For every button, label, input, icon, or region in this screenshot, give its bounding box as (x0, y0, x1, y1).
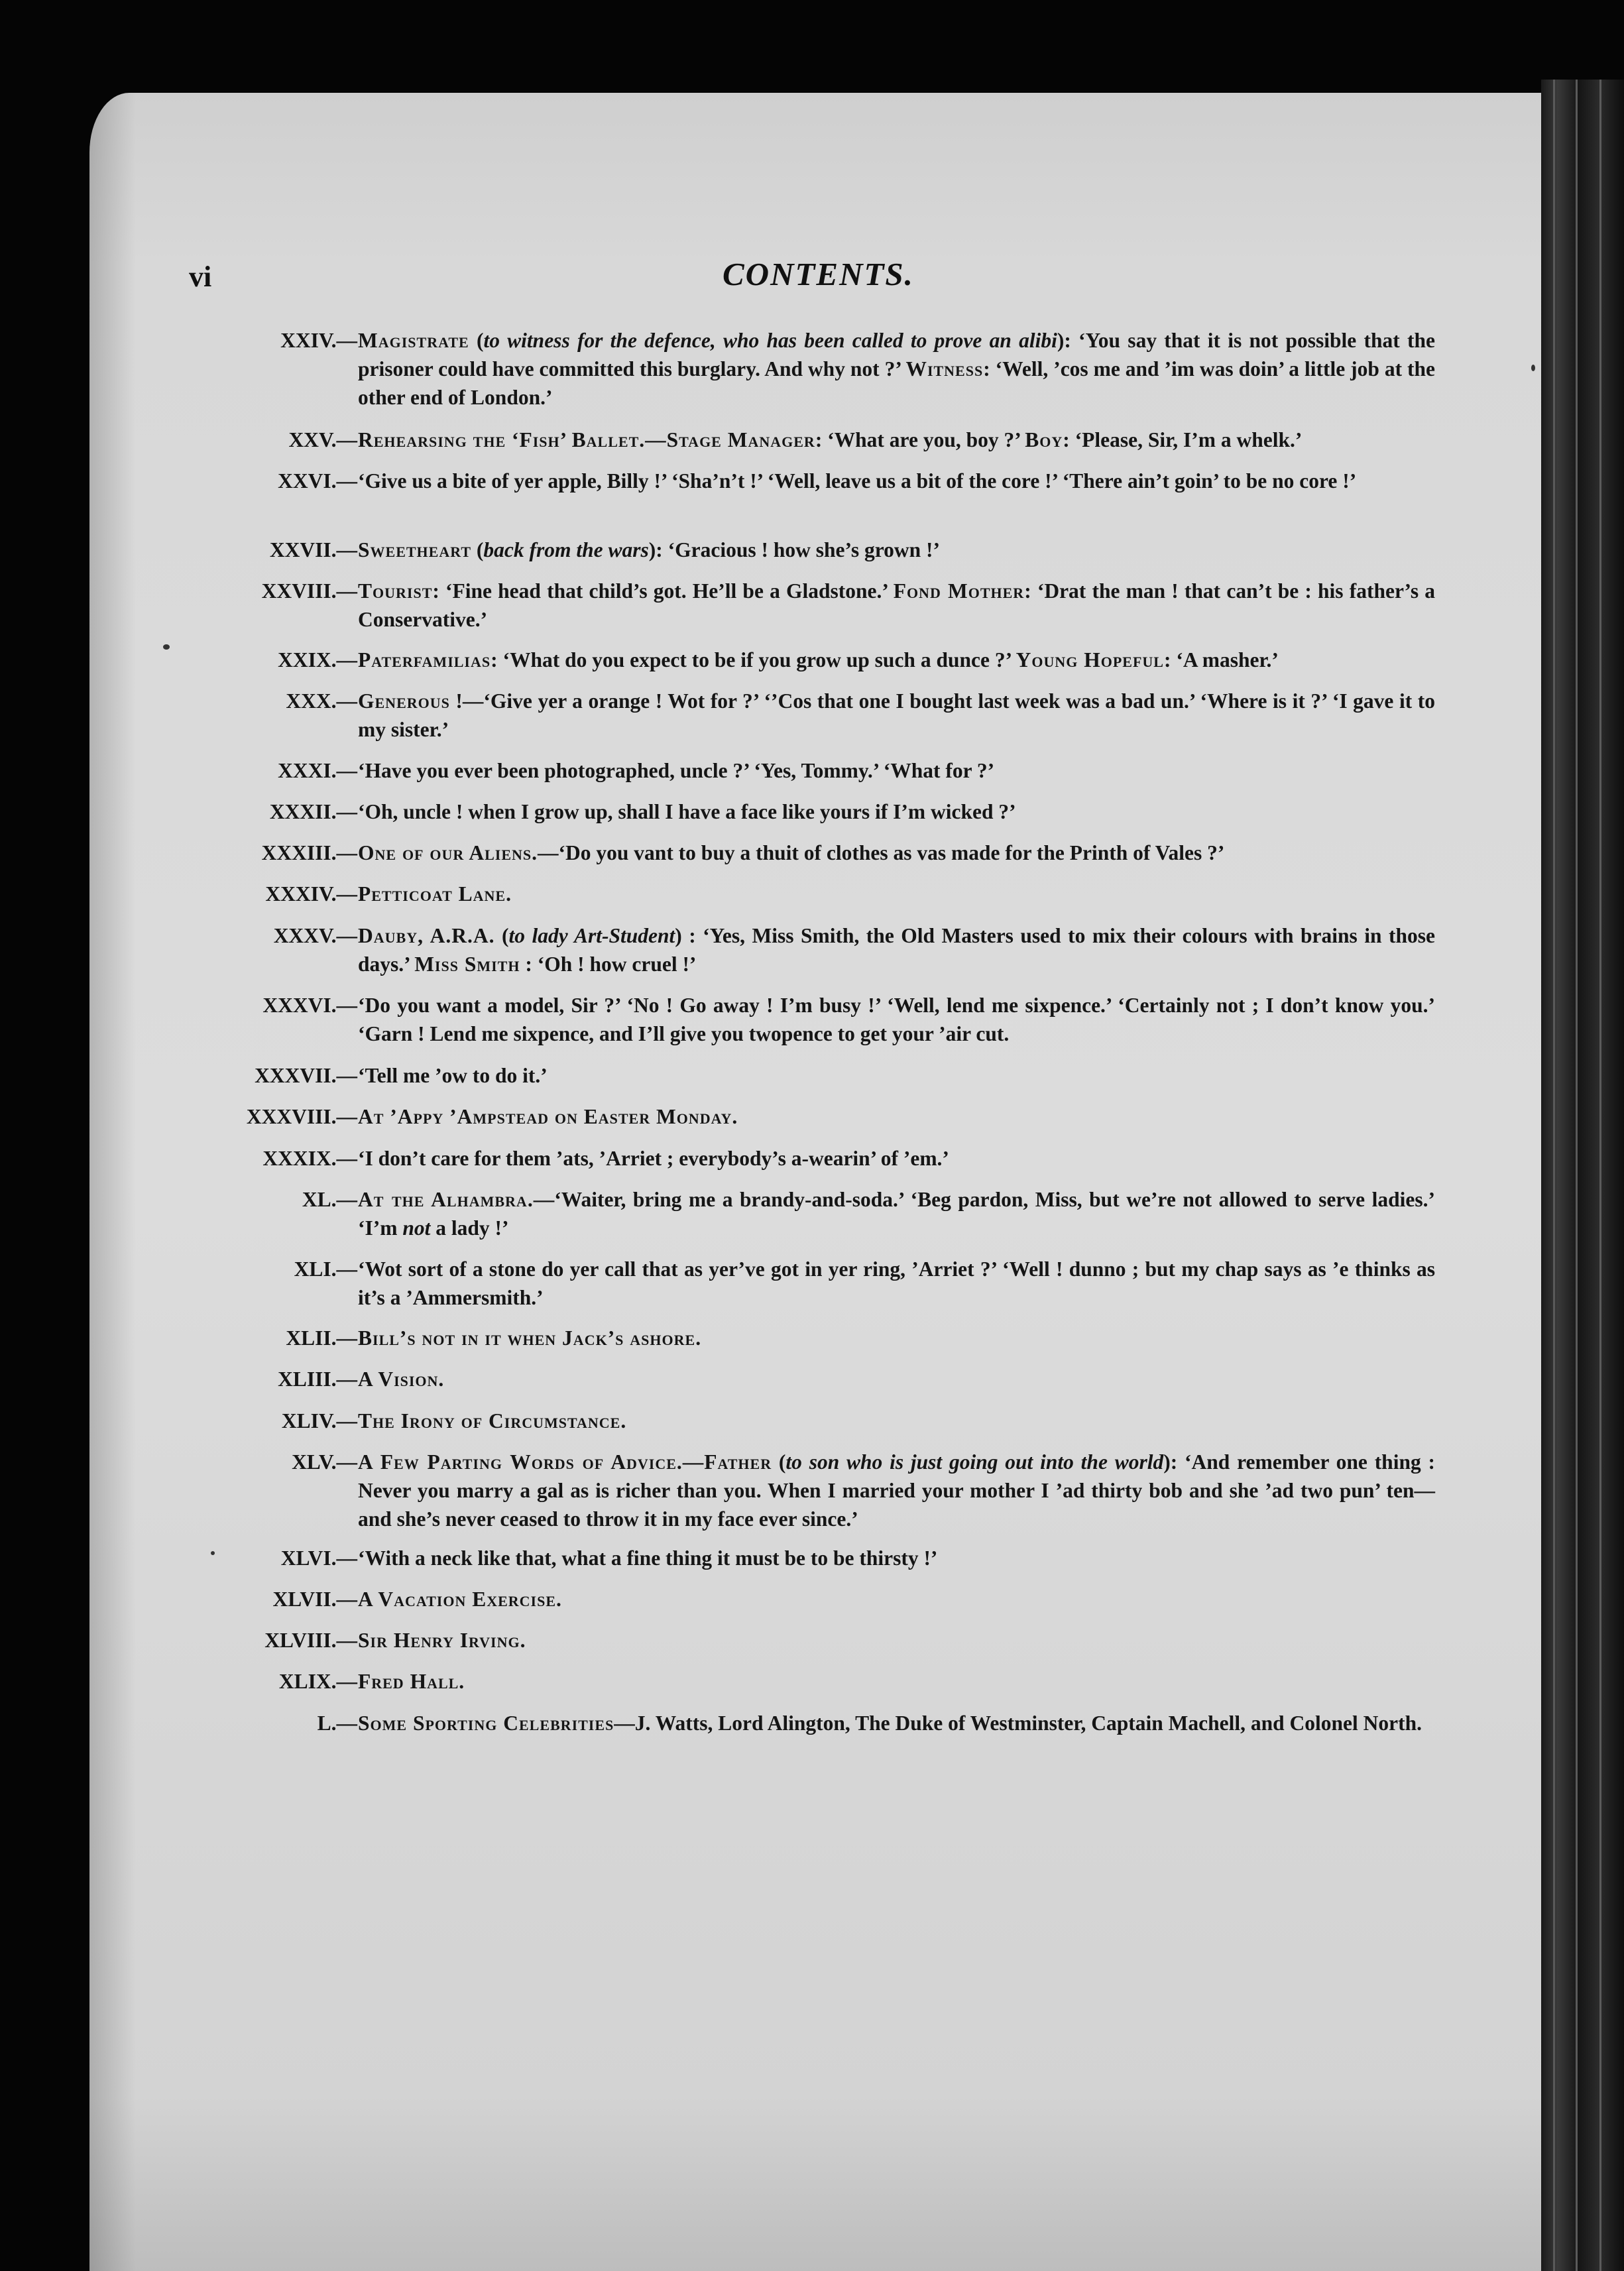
entry-italic-text: to lady Art-Student (508, 924, 675, 947)
contents-entry (278, 467, 1435, 495)
entry-number: XLII.— (286, 1326, 357, 1350)
entry-number: XLIII.— (278, 1368, 357, 1391)
contents-entry (265, 880, 1435, 908)
entry-italic-text: back from the wars (483, 538, 649, 561)
entry-heading-text: Generous (358, 689, 450, 713)
contents-entry (280, 326, 1435, 412)
entry-number: L.— (317, 1712, 357, 1735)
entry-number: XXVII.— (269, 538, 357, 561)
entry-text: ( (471, 538, 484, 561)
page-number: vi (189, 261, 212, 293)
entry-text: ‘Wot sort of a stone do yer call that as yer’ve got in yer ring, ’Arriet ?’ ‘Well ! dunno ; but my chap says as ’e thinks as it’s a ’Ammersmith.’ (358, 1257, 1435, 1309)
contents-entry (261, 839, 1435, 867)
entry-number: XXIX.— (278, 648, 357, 671)
entry-text: ( (494, 924, 509, 947)
entry-heading-text: Sweetheart (358, 538, 472, 561)
contents-entry (286, 1324, 1435, 1352)
entry-heading-text: The Irony of Circumstance. (358, 1409, 627, 1432)
contents-entry (292, 1448, 1436, 1533)
entry-text: ‘Tell me ’ow to do it.’ (358, 1064, 548, 1087)
contents-entry (317, 1709, 1435, 1737)
entry-text: a lady !’ (430, 1216, 509, 1240)
entry-number: XLV.— (292, 1450, 357, 1474)
contents-entry (278, 646, 1435, 674)
entry-number: XXXIX.— (262, 1147, 357, 1170)
entry-heading-text: Tourist (358, 579, 433, 603)
entry-number: XLIV.— (281, 1409, 357, 1432)
entry-italic-text: to son who is just going out into the world (785, 1450, 1164, 1474)
entry-heading-text: Dauby, A.R.A. (358, 924, 495, 947)
entry-heading-text: Fond Mother (893, 579, 1025, 603)
entry-heading-text: Some Sporting Celebrities (358, 1712, 614, 1735)
entry-text: ‘Give us a bite of yer apple, Billy !’ ‘Sha’n’t !’ ‘Well, leave us a bit of the core !’ ‘There ain’t goin’ to be no core !’ (358, 469, 1357, 493)
entry-number: XXIV.— (280, 329, 357, 352)
entry-number: XXXV.— (273, 924, 357, 947)
entry-text: ‘I don’t care for them ’ats, ’Arriet ; everybody’s a-wearin’ of ’em.’ (358, 1147, 949, 1170)
entry-number: XXXIII.— (261, 841, 357, 864)
entry-heading-text: Young Hopeful (1015, 648, 1164, 671)
entry-italic-text: not (402, 1216, 431, 1240)
entry-heading-text: At the Alhambra. (358, 1188, 534, 1211)
contents-entry (255, 1061, 1435, 1090)
entry-number: XXXVIII.— (246, 1105, 357, 1128)
contents-entry (278, 756, 1435, 785)
entry-number: XLI.— (294, 1257, 357, 1281)
contents-entry (286, 687, 1435, 744)
entry-text: : ‘What are you, boy ?’ (815, 428, 1025, 451)
entry-text: ‘Have you ever been photographed, uncle ?’ ‘Yes, Tommy.’ ‘What for ?’ (358, 759, 995, 782)
page-speck (1531, 365, 1535, 371)
entry-heading-text: At ’Appy ’Ampstead on Easter Monday. (358, 1105, 738, 1128)
entry-text: : ‘Oh ! how cruel !’ (520, 953, 697, 976)
entry-text: ( (772, 1450, 786, 1474)
contents-entry (262, 1144, 1435, 1173)
contents-entry (278, 1667, 1435, 1696)
contents-entry (272, 1585, 1435, 1613)
entry-text: !—‘Give yer a orange ! Wot for ?’ ‘’Cos that one I bought last week was a bad un.’ ‘Where is it ?’ ‘I gave it to my sister.’ (358, 689, 1435, 741)
entry-number: XXV.— (288, 428, 357, 451)
entry-number: XXVIII.— (261, 579, 357, 603)
contents-entry (288, 426, 1435, 454)
entry-number: XLVI.— (280, 1546, 357, 1570)
entry-number: XXXI.— (278, 759, 357, 782)
contents-entry (280, 1544, 1435, 1572)
entry-heading-text: Boy (1025, 428, 1063, 451)
entry-text: —‘Do you vant to buy a thuit of clothes as vas made for the Printh of Vales ?’ (538, 841, 1225, 864)
entry-number: XXX.— (286, 689, 357, 713)
entry-heading-text: Fred Hall. (358, 1670, 465, 1693)
entry-heading-text: Rehearsing the ‘Fish’ Ballet.—Stage Manager (358, 428, 815, 451)
contents-entry (278, 1365, 1435, 1393)
contents-entry (269, 536, 1435, 564)
entry-number: XXXVII.— (255, 1064, 357, 1087)
entry-heading-text: A Few Parting Words of Advice.—Father (358, 1450, 772, 1474)
entry-heading-text: Magistrate (358, 329, 469, 352)
entry-text: ): ‘Gracious ! how she’s grown !’ (648, 538, 940, 561)
page-speck (211, 1551, 215, 1555)
entry-number: XXXII.— (269, 800, 357, 823)
entry-heading-text: A Vision. (358, 1368, 445, 1391)
entry-heading-text: Petticoat Lane. (358, 882, 512, 905)
contents-entry (264, 1626, 1435, 1655)
entry-text: ( (469, 329, 484, 352)
entry-text: ‘Oh, uncle ! when I grow up, shall I have a face like yours if I’m wicked ?’ (358, 800, 1016, 823)
entry-number: XLVIII.— (264, 1629, 357, 1652)
entry-number: XXVI.— (278, 469, 357, 493)
entry-number: XLIX.— (278, 1670, 357, 1693)
entry-heading-text: Paterfamilias (358, 648, 491, 671)
entry-number: XL.— (302, 1188, 357, 1211)
entry-text: —‘Waiter, bring me a brandy-and-soda.’ ‘Beg pardon, Miss, but we’re not allowed to serve ladies.’ ‘I’m (358, 1188, 1436, 1240)
contents-entry (273, 921, 1435, 978)
contents-entry (261, 577, 1435, 634)
entry-text: ): ‘You say that it is not possible that the prisoner could have committed this burglary. And why not ?’ (358, 329, 1435, 380)
entry-text: ‘Do you want a model, Sir ?’ ‘No ! Go away ! I’m busy !’ ‘Well, lend me sixpence.’ ‘Certainly not ; I don’t know you.’ ‘Garn ! Lend me sixpence, and I’ll give you twopence to get your ’air cut. (358, 994, 1435, 1045)
entry-text: ) : ‘Yes, Miss Smith, the Old Masters used to mix their colours with brains in those days.’ (358, 924, 1435, 976)
entry-text: : ‘Well, ’cos me and ’im was doin’ a little job at the other end of London.’ (358, 357, 1435, 409)
entry-text: : ‘Fine head that child’s got. He’ll be a Gladstone.’ (432, 579, 894, 603)
contents-entry (262, 991, 1435, 1048)
entry-number: XLVII.— (272, 1588, 357, 1611)
entry-heading-text: A Vacation Exercise. (358, 1588, 562, 1611)
entry-text: : ‘Drat the man ! that can’t be : his father’s a Conservative.’ (358, 579, 1435, 631)
entry-heading-text: One of our Aliens. (358, 841, 538, 864)
entry-text: ‘With a neck like that, what a fine thing it must be to be thirsty !’ (358, 1546, 938, 1570)
entry-heading-text: Bill’s not in it when Jack’s ashore. (358, 1326, 702, 1350)
page-speck (163, 644, 170, 650)
entry-heading-text: Witness (905, 357, 984, 380)
entry-text: : ‘Please, Sir, I’m a whelk.’ (1063, 428, 1303, 451)
contents-entry (294, 1255, 1435, 1312)
contents-entry (269, 797, 1435, 826)
entry-text: : ‘What do you expect to be if you grow up such a dunce ?’ (491, 648, 1016, 671)
entry-heading-text: Miss Smith (414, 953, 520, 976)
contents-entry (281, 1407, 1435, 1435)
entry-text: : ‘A masher.’ (1163, 648, 1279, 671)
contents-entry (246, 1102, 1435, 1131)
entry-text: ): ‘And remember one thing : Never you marry a gal as is richer than you. When I married your mother I ’ad thirty bob and she ’ad two pun’ ten—and she’s never ceased to throw it in my face ever since.’ (358, 1450, 1436, 1531)
entry-number: XXXIV.— (265, 882, 357, 905)
entry-number: XXXVI.— (262, 994, 357, 1017)
running-head-title: CONTENTS. (723, 256, 914, 292)
entry-heading-text: Sir Henry Irving. (358, 1629, 526, 1652)
entry-text: —J. Watts, Lord Alington, The Duke of Westminster, Captain Machell, and Colonel North. (614, 1712, 1422, 1735)
contents-entry (302, 1185, 1436, 1242)
entry-italic-text: to witness for the defence, who has been called to prove an alibi (483, 329, 1057, 352)
